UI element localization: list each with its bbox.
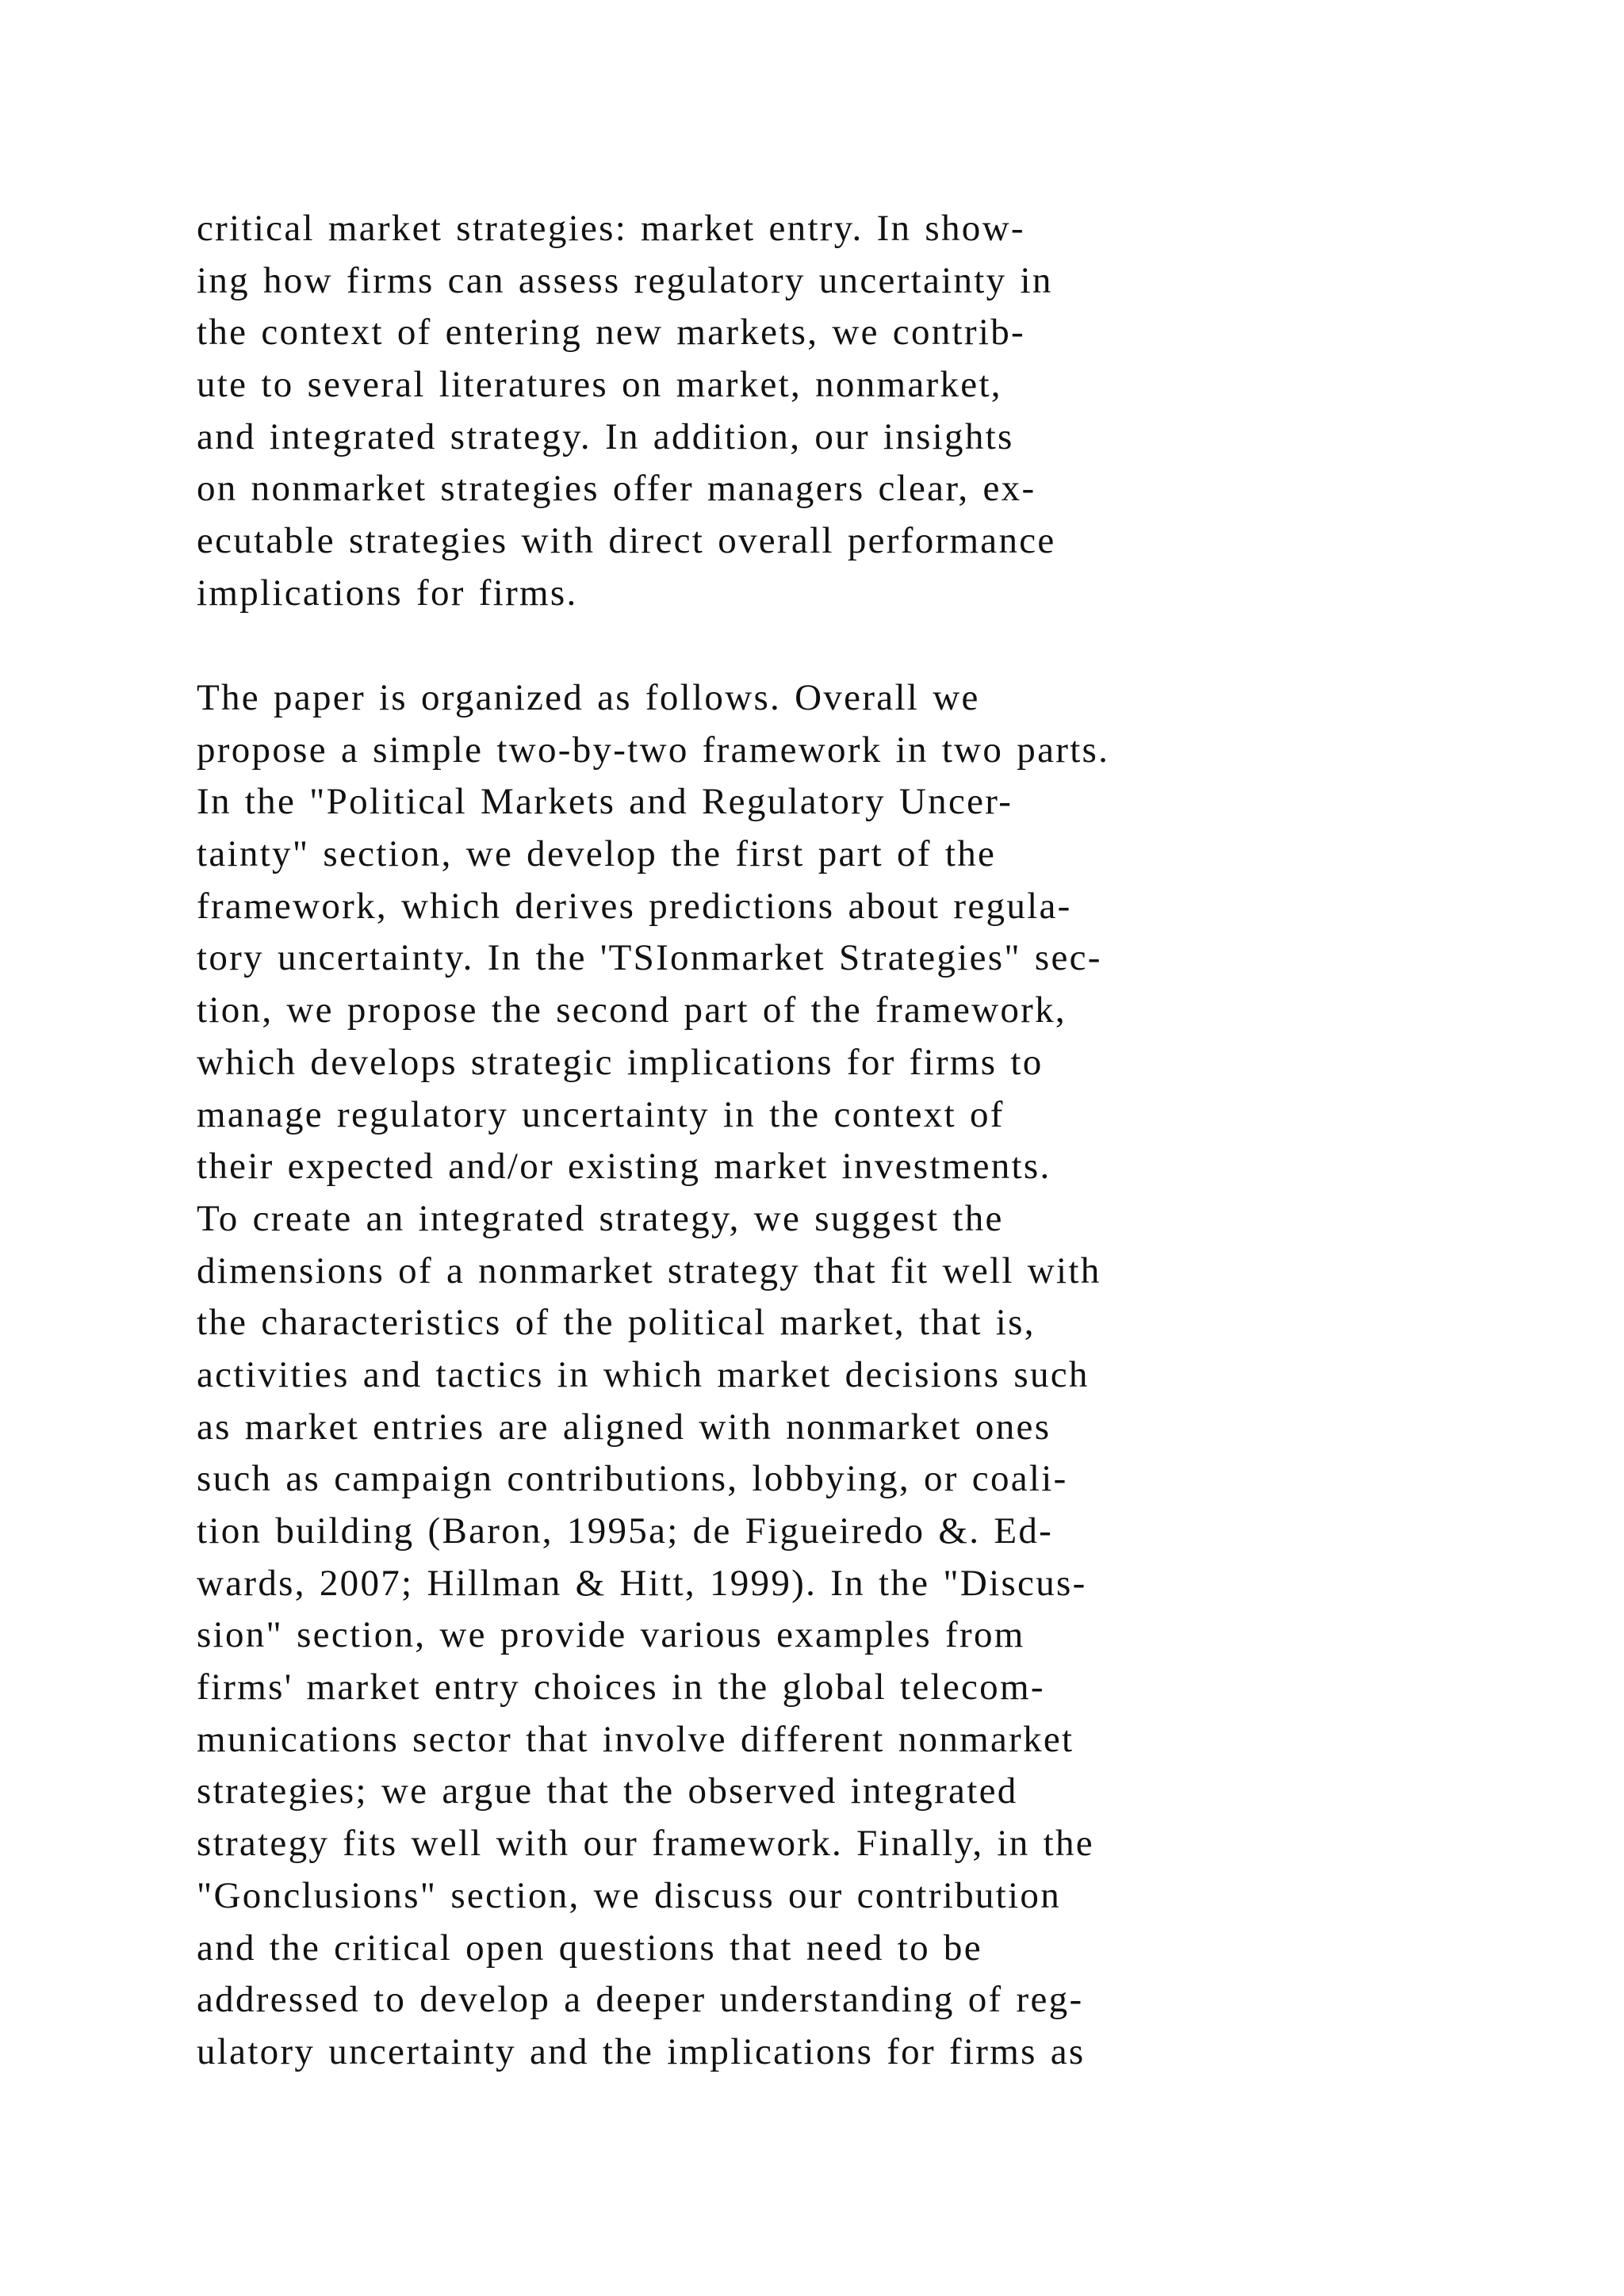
- text-line: ing how firms can assess regulatory uncertainty in: [197, 259, 1053, 301]
- text-line: sion" section, we provide various examples from: [197, 1614, 1025, 1656]
- text-line: dimensions of a nonmarket strategy that fit well with: [197, 1249, 1101, 1292]
- text-line: "Gonclusions" section, we discuss our contribution: [197, 1874, 1061, 1916]
- text-line: ulatory uncertainty and the implications for firms as: [197, 2030, 1086, 2072]
- text-line: tory uncertainty. In the 'TSIonmarket Strategies" sec-: [197, 937, 1102, 979]
- text-line: implications for firms.: [197, 572, 578, 614]
- text-line: To create an integrated strategy, we suggest the: [197, 1197, 1004, 1239]
- text-line: manage regulatory uncertainty in the context of: [197, 1093, 1005, 1135]
- text-line: firms' market entry choices in the global telecom-: [197, 1667, 1045, 1709]
- text-line: their expected and/or existing market investments.: [197, 1146, 1051, 1188]
- text-line: on nonmarket strategies offer managers clear, ex-: [197, 468, 1036, 510]
- text-line: propose a simple two-by-two framework in two parts.: [197, 729, 1110, 771]
- text-line: tion building (Baron, 1995a; de Figueiredo &. Ed-: [197, 1510, 1054, 1552]
- text-line: activities and tactics in which market decisions such: [197, 1353, 1090, 1395]
- text-line: The paper is organized as follows. Overall we: [197, 677, 980, 718]
- text-line: munications sector that involve different nonmarket: [197, 1718, 1074, 1760]
- text-line: critical market strategies: market entry. In show-: [197, 208, 1025, 249]
- text-line: as market entries are aligned with nonmarket ones: [197, 1406, 1051, 1448]
- text-line: strategies; we argue that the observed integrated: [197, 1770, 1018, 1812]
- text-line: which develops strategic implications for firms to: [197, 1041, 1044, 1083]
- text-line: strategy fits well with our framework. Finally, in the: [197, 1823, 1094, 1865]
- paragraph-paper-organization: [197, 672, 1545, 2079]
- text-line: such as campaign contributions, lobbying, or coali-: [197, 1458, 1068, 1500]
- text-line: ecutable strategies with direct overall performance: [197, 520, 1056, 562]
- text-line: tainty" section, we develop the first part of the: [197, 833, 997, 875]
- text-line: framework, which derives predictions about regula-: [197, 885, 1072, 927]
- text-line: tion, we propose the second part of the framework,: [197, 989, 1067, 1031]
- text-line: the characteristics of the political market, that is,: [197, 1302, 1036, 1344]
- text-line: the context of entering new markets, we contrib-: [197, 312, 1025, 354]
- paragraph-intro-contribution: [197, 203, 1545, 620]
- text-line: ute to several literatures on market, nonmarket,: [197, 364, 1002, 406]
- text-line: In the "Political Markets and Regulatory Uncer-: [197, 781, 1013, 823]
- text-line: wards, 2007; Hillman & Hitt, 1999). In the "Discus-: [197, 1562, 1087, 1604]
- text-line: and the critical open questions that need to be: [197, 1927, 982, 1969]
- text-line: and integrated strategy. In addition, our insights: [197, 415, 1014, 457]
- text-line: addressed to develop a deeper understanding of reg-: [197, 1979, 1084, 2021]
